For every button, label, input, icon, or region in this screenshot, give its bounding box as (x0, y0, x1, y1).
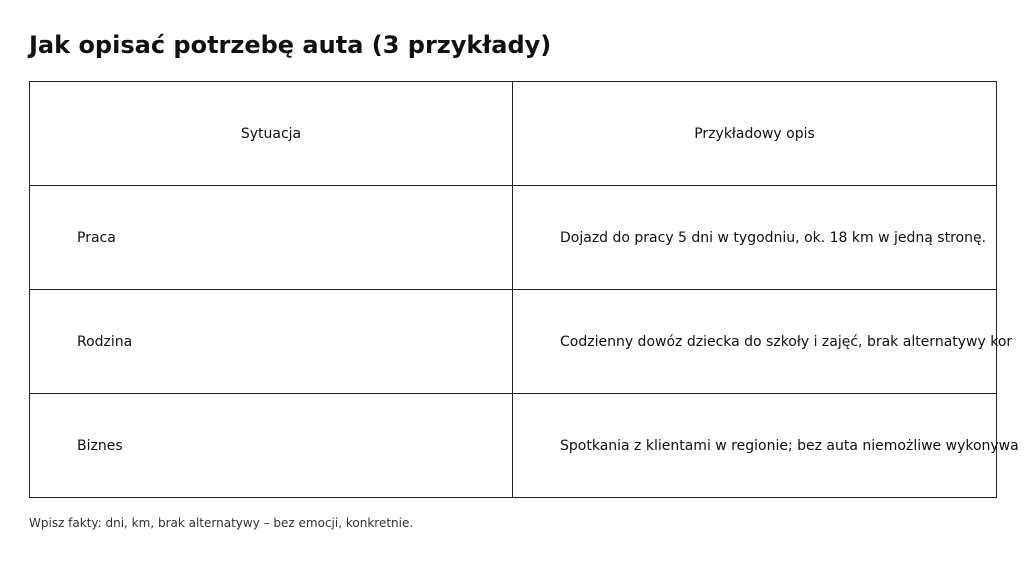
table-row (30, 186, 997, 290)
page-title: Jak opisać potrzebę auta (3 przykłady) (29, 31, 552, 59)
table-row (30, 394, 997, 498)
footer-note: Wpisz fakty: dni, km, brak alternatywy – bez emocji, konkretnie. (29, 516, 414, 530)
table-header-row (30, 82, 997, 186)
cell-description: Dojazd do pracy 5 dni w tygodniu, ok. 18 km w jedną stronę. (513, 186, 997, 290)
header-description: Przykładowy opis (513, 82, 997, 186)
table-row (30, 290, 997, 394)
cell-situation: Rodzina (30, 290, 513, 394)
header-situation: Sytuacja (30, 82, 513, 186)
examples-table (29, 81, 1019, 498)
cell-description: Spotkania z klientami w regionie; bez auta niemożliwe wykonywa (513, 394, 997, 498)
cell-description: Codzienny dowóz dziecka do szkoły i zajęć, brak alternatywy kor (513, 290, 997, 394)
cell-situation: Biznes (30, 394, 513, 498)
cell-situation: Praca (30, 186, 513, 290)
